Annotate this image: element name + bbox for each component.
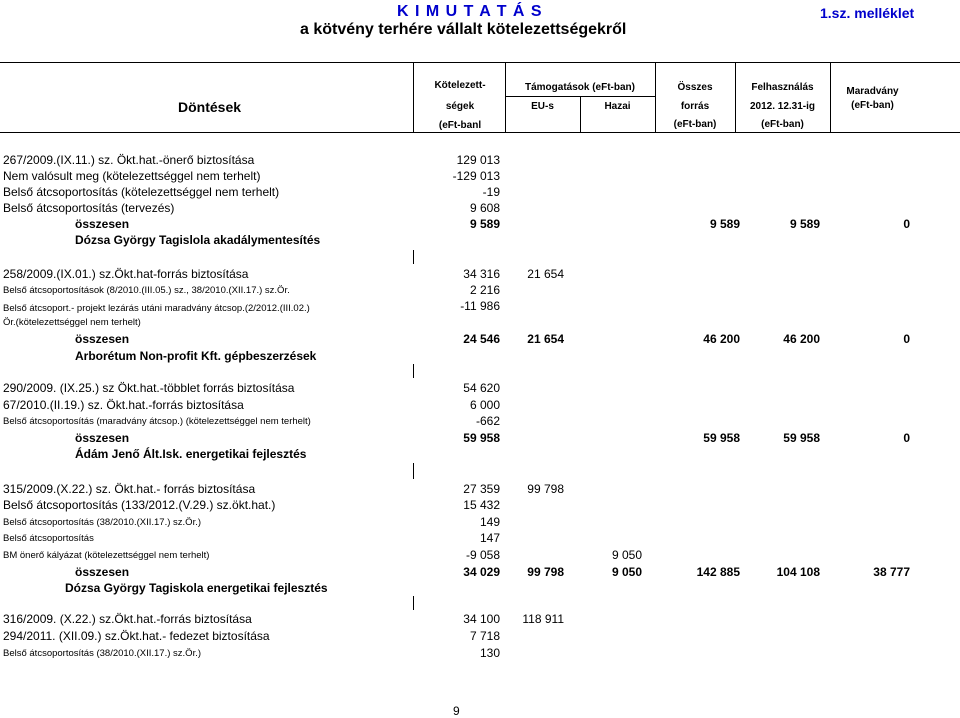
row-label: Belső átcsoport.- projekt lezárás utáni maradvány átcsop.(2/2012.(III.02.) <box>3 303 310 314</box>
total-source-value: 59 958 <box>703 431 740 445</box>
section-title <box>0 348 910 365</box>
commitments-value: -662 <box>475 414 500 428</box>
domestic-value: 9 050 <box>611 565 642 579</box>
commitments-value: 6 000 <box>469 398 500 412</box>
remaining-value: 38 777 <box>873 565 910 579</box>
row-label: összesen <box>75 332 130 346</box>
row-label: BM önerő kályázat (kötelezettséggel nem terhelt) <box>3 550 210 561</box>
used-value: 104 108 <box>776 565 820 579</box>
total-source-value: 9 589 <box>709 217 740 231</box>
col-divider-2 <box>505 62 506 132</box>
row-label: Belső átcsoportosítás (133/2012.(V.29.) sz.ökt.hat.) <box>3 498 276 512</box>
commitments-value: 59 958 <box>463 431 500 445</box>
used-value: 46 200 <box>783 332 820 346</box>
row-label: Belső átcsoportosítás (tervezés) <box>3 201 175 215</box>
header-remaining-line2: (eFt-ban) <box>851 100 894 111</box>
eu-value: 118 911 <box>522 612 564 626</box>
commitments-value: 34 316 <box>463 267 500 281</box>
header-total-line1: Összes <box>677 82 713 93</box>
remaining-value: 0 <box>903 431 910 445</box>
section-title-text: Ádám Jenő Ált.Isk. energetikai fejlesztés <box>75 447 307 461</box>
table-row <box>0 611 910 628</box>
commitments-value: 9 589 <box>469 217 500 231</box>
commitments-value: 2 216 <box>469 283 500 297</box>
total-source-value: 46 200 <box>703 332 740 346</box>
table-row <box>0 628 910 645</box>
table-row <box>0 514 910 531</box>
commitments-value: -19 <box>482 185 500 199</box>
total-row <box>0 331 910 348</box>
row-label: Nem valósult meg (kötelezettséggel nem terhelt) <box>3 169 261 183</box>
commitments-value: -129 013 <box>452 169 500 183</box>
header-total-line3: (eFt-ban) <box>673 119 717 130</box>
table-row <box>0 645 910 662</box>
commitments-value: 129 013 <box>456 153 500 167</box>
table-row <box>0 413 910 430</box>
row-label: 315/2009.(X.22.) sz. Ökt.hat.- forrás biztosítása <box>3 482 256 496</box>
header-used-line2: 2012. 12.31-ig <box>749 101 816 112</box>
section-title <box>0 232 910 249</box>
table-row <box>0 380 910 397</box>
total-row <box>0 216 910 233</box>
row-label: Belső átcsoportosítás (kötelezettséggel nem terhelt) <box>3 185 280 199</box>
commitments-value: 7 718 <box>469 629 500 643</box>
row-label: Belső átcsoportosítás (maradvány átcsop.) (kötelezettséggel nem terhelt) <box>3 416 311 427</box>
page-number: 9 <box>453 704 460 718</box>
table-row <box>0 314 910 331</box>
commitments-value: 34 029 <box>463 565 500 579</box>
commitments-value: 15 432 <box>463 498 500 512</box>
body-divider <box>413 364 414 378</box>
header-top-border <box>0 62 960 63</box>
report-subtitle: a kötvény terhére vállalt kötelezettségekről <box>300 21 627 38</box>
commitments-value: -9 058 <box>465 548 500 562</box>
commitments-value: -11 986 <box>460 299 500 313</box>
eu-value: 99 798 <box>527 482 564 496</box>
table-row <box>0 168 910 185</box>
header-remaining-line1: Maradvány <box>846 86 899 97</box>
total-row <box>0 564 910 581</box>
remaining-value: 0 <box>903 332 910 346</box>
section-title-text: Dózsa György Tagiskola energetikai fejlesztés <box>65 581 328 595</box>
annex-label: 1.sz. melléklet <box>820 5 915 21</box>
table-row <box>0 530 910 547</box>
commitments-value: 54 620 <box>463 381 500 395</box>
total-row <box>0 430 910 447</box>
row-label: összesen <box>75 565 130 579</box>
used-value: 9 589 <box>789 217 820 231</box>
row-label: Ör.(kötelezettséggel nem terhelt) <box>3 317 141 328</box>
col-divider-1 <box>413 62 414 132</box>
row-label: 316/2009. (X.22.) sz.Ökt.hat.-forrás biztosítása <box>3 612 252 626</box>
body-divider <box>413 463 414 479</box>
table-row <box>0 266 910 283</box>
used-value: 59 958 <box>783 431 820 445</box>
col-divider-6 <box>830 62 831 132</box>
commitments-value: 34 100 <box>463 612 500 626</box>
commitments-value: 9 608 <box>469 201 500 215</box>
total-source-value: 142 885 <box>696 565 740 579</box>
row-label: összesen <box>75 431 130 445</box>
commitments-value: 130 <box>479 646 500 660</box>
eu-value: 21 654 <box>527 332 564 346</box>
header-used-line3: (eFt-ban) <box>761 119 804 130</box>
section-title <box>0 580 910 597</box>
table-row <box>0 397 910 414</box>
header-eu: EU-s <box>531 101 554 112</box>
table-row <box>0 200 910 217</box>
section-title-text: Dózsa György Tagislola akadálymentesítés <box>75 233 321 247</box>
remaining-value: 0 <box>903 217 910 231</box>
header-commitments-line3: (eFt-banl <box>438 120 482 131</box>
commitments-value: 24 546 <box>463 332 500 346</box>
row-label: Belső átcsoportosítások (8/2010.(III.05.) sz., 38/2010.(XII.17.) sz.Ör. <box>3 285 290 296</box>
commitments-value: 149 <box>479 515 500 529</box>
row-label: Belső átcsoportosítás (38/2010.(XII.17.) sz.Ör.) <box>3 517 202 528</box>
row-label: 294/2011. (XII.09.) sz.Ökt.hat.- fedezet biztosítása <box>3 629 270 643</box>
header-grants: Támogatások (eFt-ban) <box>524 82 635 93</box>
body-divider <box>413 250 414 264</box>
header-commitments-line2: ségek <box>445 101 475 112</box>
table-row <box>0 282 910 299</box>
row-label: 67/2010.(II.19.) sz. Ökt.hat.-forrás biztosítása <box>3 398 244 412</box>
header-domestic: Hazai <box>604 101 631 112</box>
row-label: Belső átcsoportosítás <box>3 533 94 544</box>
commitments-value: 27 359 <box>463 482 500 496</box>
table-row <box>0 547 910 564</box>
header-decisions: Döntések <box>178 99 242 115</box>
table-row <box>0 481 910 498</box>
row-label: 258/2009.(IX.01.) sz.Ökt.hat-forrás biztosítása <box>3 267 249 281</box>
row-label: összesen <box>75 217 130 231</box>
body-divider <box>413 596 414 610</box>
table-row <box>0 184 910 201</box>
commitments-value: 147 <box>479 531 500 545</box>
table-row <box>0 497 910 514</box>
report-title: K I M U T A T Á S <box>397 3 543 20</box>
header-bottom-border <box>0 132 960 133</box>
header-used-line1: Felhasználás <box>751 82 814 93</box>
row-label: 290/2009. (IX.25.) sz Ökt.hat.-többlet forrás biztosítása <box>3 381 295 395</box>
row-label: 267/2009.(IX.11.) sz. Ökt.hat.-önerő biztosítása <box>3 153 255 167</box>
header-total-line2: forrás <box>680 101 710 112</box>
section-title-text: Arborétum Non-profit Kft. gépbeszerzések <box>75 349 317 363</box>
eu-value: 21 654 <box>527 267 564 281</box>
header-commitments-line1: Kötelezett- <box>434 80 486 91</box>
domestic-value: 9 050 <box>611 548 642 562</box>
eu-value: 99 798 <box>527 565 564 579</box>
table-row <box>0 152 910 169</box>
section-title <box>0 446 910 463</box>
row-label: Belső átcsoportosítás (38/2010.(XII.17.) sz.Ör.) <box>3 648 202 659</box>
